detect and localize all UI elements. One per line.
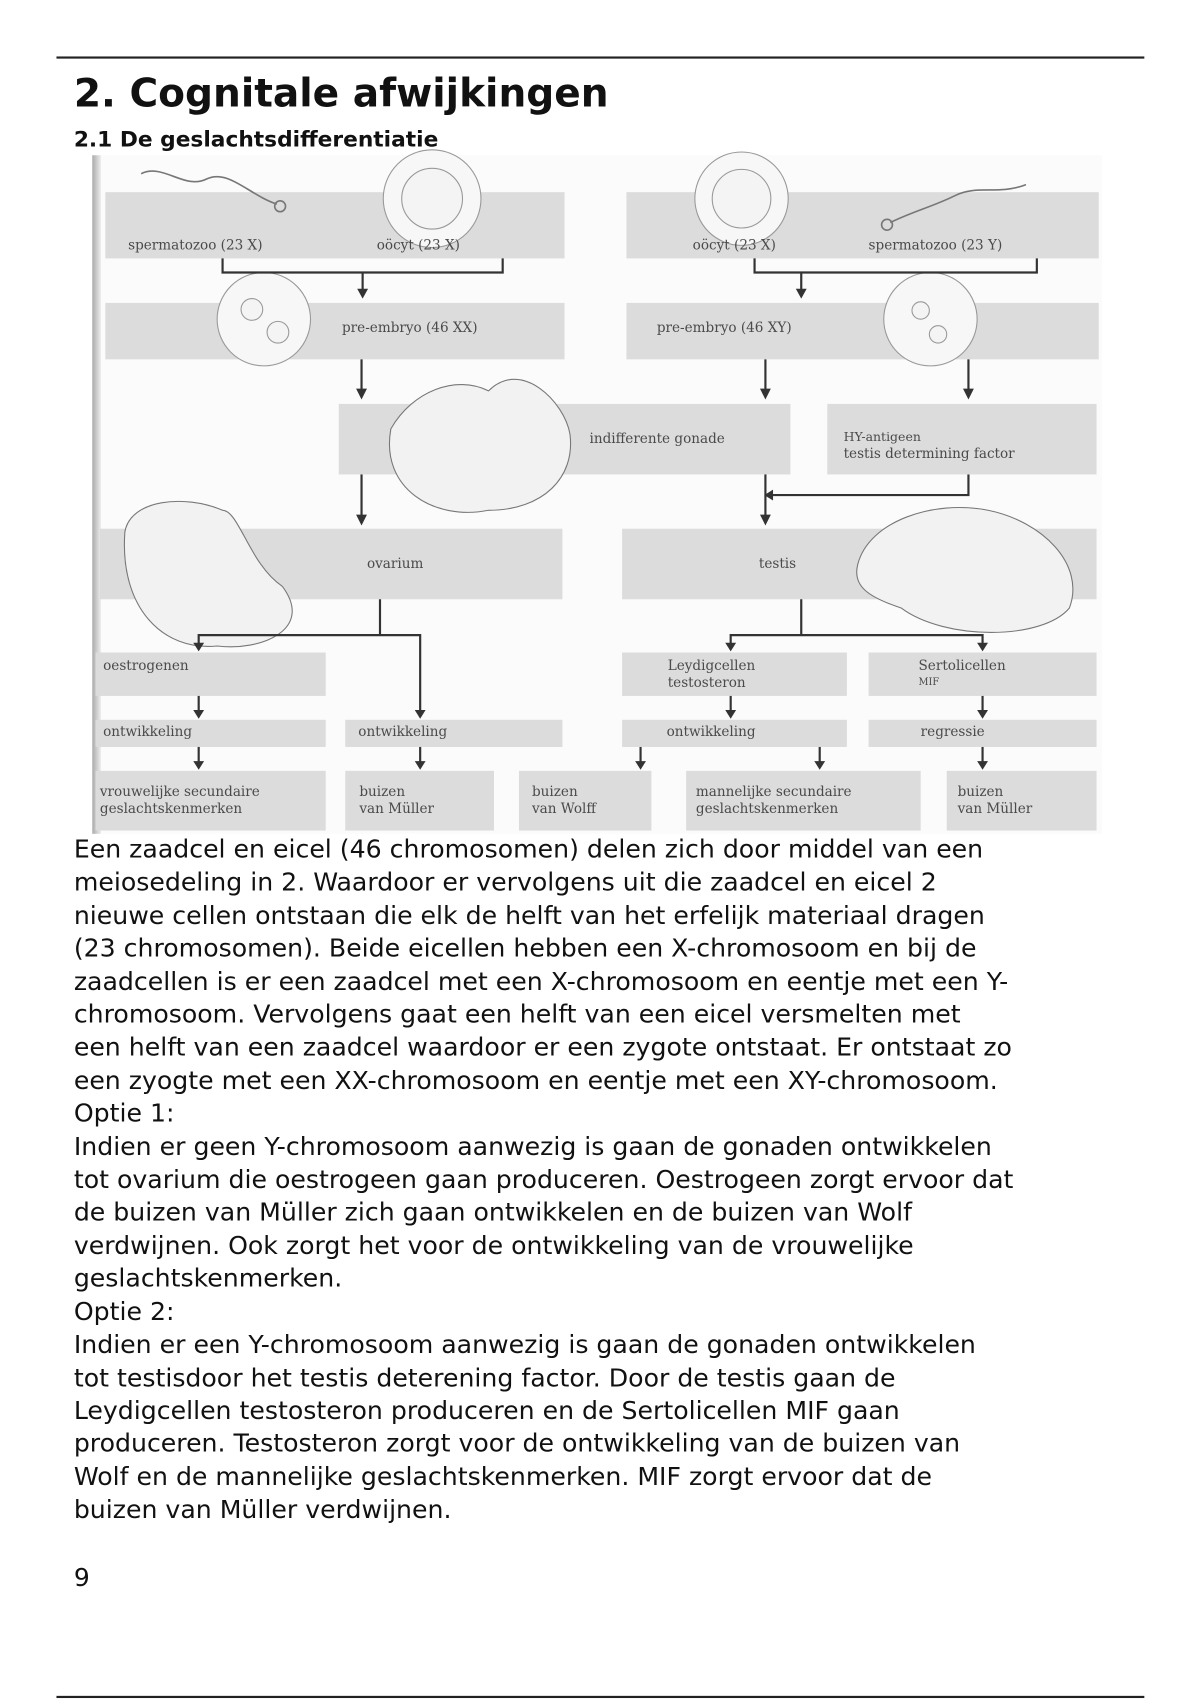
testis-illustration-icon xyxy=(857,508,1073,633)
label-spermatozoo-x: spermatozoo (23 X) xyxy=(128,236,263,253)
bottom-rule xyxy=(56,1696,1144,1698)
body-text-line: verdwijnen. Ook zorgt het voor de ontwikkeling van de vrouwelijke xyxy=(73,1231,914,1261)
label-ontwikkeling-1: ontwikkeling xyxy=(103,723,193,740)
section-heading: 2.1 De geslachtsdifferentiatie xyxy=(73,125,439,152)
label-oocyt-right: oöcyt (23 X) xyxy=(692,236,776,253)
body-text-line: chromosoom. Vervolgens gaat een helft van een eicel versmelten met xyxy=(73,999,961,1030)
label-vrouwelijke-1: vrouwelijke secundaire xyxy=(99,782,260,800)
body-text-line: produceren. Testosteron zorgt voor de ontwikkeling van de buizen van xyxy=(73,1429,961,1459)
label-mannelijke-2: geslachtskenmerken xyxy=(695,800,839,817)
body-text-line: meiosedeling in 2. Waardoor er vervolgens uit die zaadcel en eicel 2 xyxy=(73,867,937,898)
label-tdf: testis determining factor xyxy=(843,445,1015,462)
label-leydigcellen: Leydigcellen xyxy=(667,656,756,674)
pre-embryo-cell-icon xyxy=(884,273,977,366)
label-muller-left-1: buizen xyxy=(359,782,406,800)
body-text-line: (23 chromosomen). Beide eicellen hebben een X-chromosoom en bij de xyxy=(73,933,977,964)
body-text-line: tot testisdoor het testis deterening factor. Door de testis gaan de xyxy=(73,1363,896,1393)
label-ontwikkeling-3: ontwikkeling xyxy=(666,723,756,740)
body-text-line: een zyogte met een XX-chromosoom en eentje met een XY-chromosoom. xyxy=(73,1065,998,1096)
label-vrouwelijke-2: geslachtskenmerken xyxy=(99,800,243,817)
label-muller-right-2: van Müller xyxy=(957,800,1033,817)
label-testis: testis xyxy=(758,554,797,572)
label-sertolicellen: Sertolicellen xyxy=(918,656,1006,674)
body-text-line: de buizen van Müller zich gaan ontwikkelen en de buizen van Wolf xyxy=(73,1198,912,1228)
label-oocyt-left: oöcyt (23 X) xyxy=(376,236,460,253)
body-text-line: Wolf en de mannelijke geslachtskenmerken. MIF zorgt ervoor dat de xyxy=(73,1462,932,1492)
label-wolff-1: buizen xyxy=(531,782,578,800)
label-testosteron: testosteron xyxy=(667,674,746,691)
label-mannelijke-1: mannelijke secundaire xyxy=(695,782,852,800)
ovary-illustration-icon xyxy=(124,501,292,646)
label-oestrogenen: oestrogenen xyxy=(103,656,189,674)
label-hy-antigeen: HY-antigeen xyxy=(843,428,921,445)
label-indifferente-gonade: indifferente gonade xyxy=(589,429,725,447)
gonad-illustration-icon xyxy=(389,379,570,512)
pre-embryo-cell-icon xyxy=(217,273,310,366)
label-pre-embryo-xx: pre-embryo (46 XX) xyxy=(341,319,478,336)
label-muller-left-2: van Müller xyxy=(359,800,435,817)
page-number: 9 xyxy=(73,1564,90,1593)
body-text-line: zaadcellen is er een zaadcel met een X-chromosoom en eentje met een Y- xyxy=(73,966,1009,997)
label-regressie: regressie xyxy=(920,723,985,740)
label-muller-right-1: buizen xyxy=(957,782,1004,800)
label-ovarium: ovarium xyxy=(366,554,424,572)
chapter-heading: 2. Cognitale afwijkingen xyxy=(73,71,609,117)
body-text-line: Leydigcellen testosteron produceren en de Sertolicellen MIF gaan xyxy=(73,1396,900,1426)
body-text-line: tot ovarium die oestrogeen gaan produceren. Oestrogeen zorgt ervoor dat xyxy=(73,1165,1014,1195)
body-text-line: Een zaadcel en eicel (46 chromosomen) delen zich door middel van een xyxy=(73,834,984,865)
body-text-line: buizen van Müller verdwijnen. xyxy=(73,1495,452,1525)
body-text-line: nieuwe cellen ontstaan die elk de helft van het erfelijk materiaal dragen xyxy=(73,900,985,931)
body-text-line: Optie 1: xyxy=(73,1098,175,1129)
body-text-line: een helft van een zaadcel waardoor er een zygote ontstaat. Er ontstaat zo xyxy=(73,1032,1012,1063)
label-wolff-2: van Wolff xyxy=(531,800,596,817)
label-ontwikkeling-2: ontwikkeling xyxy=(358,723,448,740)
body-text-line: Optie 2: xyxy=(73,1297,175,1327)
body-text xyxy=(74,834,1014,1527)
sperm-x-icon xyxy=(141,171,277,204)
label-mif: MIF xyxy=(918,677,940,689)
body-text-line: geslachtskenmerken. xyxy=(73,1264,343,1294)
label-pre-embryo-xy: pre-embryo (46 XY) xyxy=(656,319,792,336)
body-text-line: Indien er een Y-chromosoom aanwezig is gaan de gonaden ontwikkelen xyxy=(73,1330,976,1360)
sperm-y-icon xyxy=(890,185,1026,223)
label-spermatozoo-y: spermatozoo (23 Y) xyxy=(868,236,1003,253)
body-text-line: Indien er geen Y-chromosoom aanwezig is gaan de gonaden ontwikkelen xyxy=(73,1132,992,1162)
